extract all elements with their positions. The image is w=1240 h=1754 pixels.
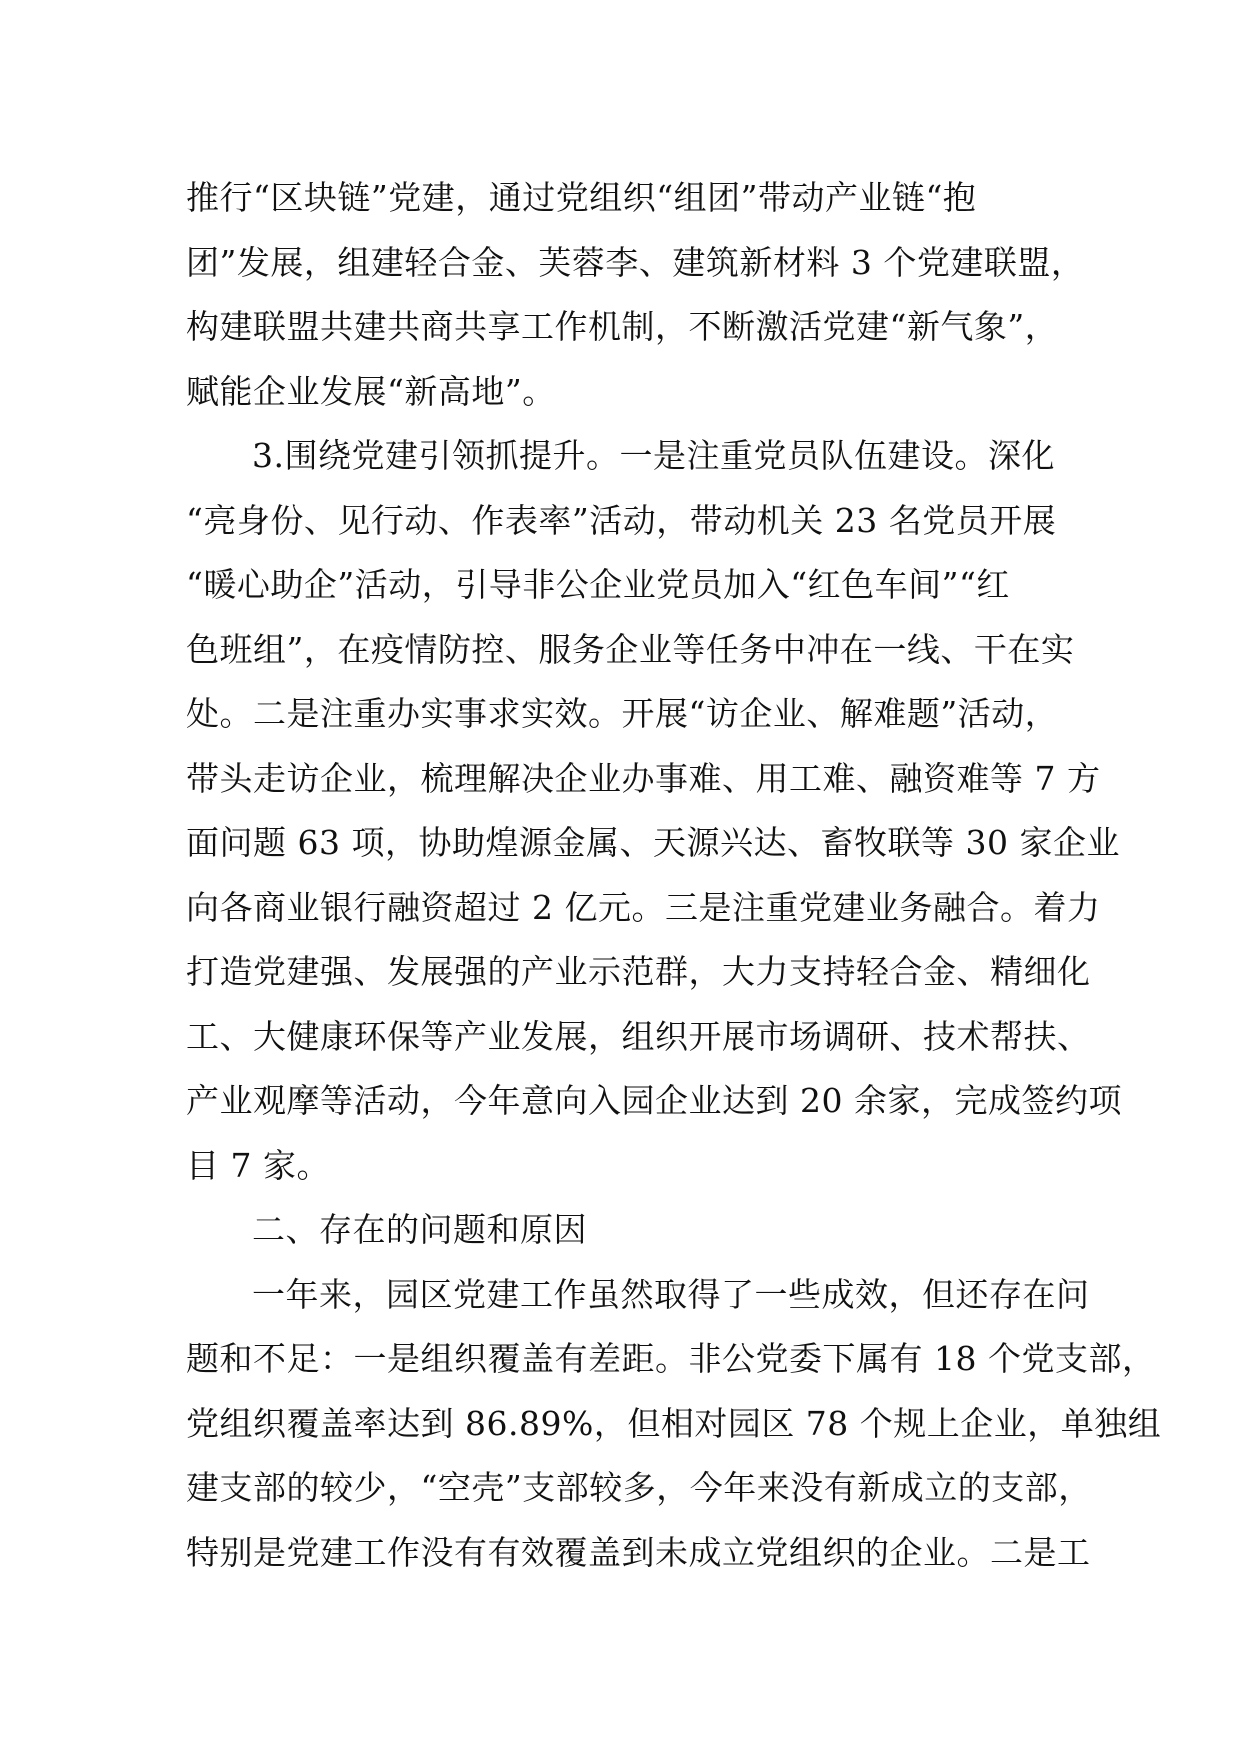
paragraph-start-line: 3.围绕党建引领抓提升。一是注重党员队伍建设。深化 xyxy=(252,436,1055,475)
text-line: 带头走访企业，梳理解决企业办事难、用工难、融资难等 7 方 xyxy=(186,758,1101,798)
section-heading: 二、存在的问题和原因 xyxy=(252,1210,587,1249)
text-line: “暖心助企”活动，引导非公企业党员加入“红色车间”“红 xyxy=(186,565,1010,604)
text-line: 建支部的较少，“空壳”支部较多，今年来没有新成立的支部， xyxy=(186,1468,1092,1507)
text-line: 党组织覆盖率达到 86.89%，但相对园区 78 个规上企业，单独组 xyxy=(186,1403,1162,1443)
text-line: 构建联盟共建共商共享工作机制，不断激活党建“新气象”， xyxy=(186,307,1059,346)
text-line: 处。二是注重办实事求实效。开展“访企业、解难题”活动， xyxy=(186,694,1059,733)
paragraph-start-line: 一年来，园区党建工作虽然取得了一些成效，但还存在问 xyxy=(252,1274,1090,1314)
text-line: 向各商业银行融资超过 2 亿元。三是注重党建业务融合。着力 xyxy=(186,887,1101,927)
text-line: 色班组”，在疫情防控、服务企业等任务中冲在一线、干在实 xyxy=(186,629,1075,669)
text-line: 赋能企业发展“新高地”。 xyxy=(186,371,556,411)
text-line: “亮身份、见行动、作表率”活动，带动机关 23 名党员开展 xyxy=(186,500,1057,540)
text-line: 打造党建强、发展强的产业示范群，大力支持轻合金、精细化 xyxy=(186,952,1091,991)
text-line: 团”发展，组建轻合金、芙蓉李、建筑新材料 3 个党建联盟， xyxy=(186,242,1085,282)
text-line: 面问题 63 项，协助煌源金属、天源兴达、畜牧联等 30 家企业 xyxy=(186,823,1120,862)
text-line: 推行“区块链”党建，通过党组织“组团”带动产业链“抱 xyxy=(186,178,977,217)
text-line: 题和不足：一是组织覆盖有差距。非公党委下属有 18 个党支部， xyxy=(186,1339,1156,1378)
text-line: 特别是党建工作没有有效覆盖到未成立党组织的企业。二是工 xyxy=(186,1532,1091,1572)
text-line: 工、大健康环保等产业发展，组织开展市场调研、技术帮扶、 xyxy=(186,1016,1091,1056)
text-line: 产业观摩等活动，今年意向入园企业达到 20 余家，完成签约项 xyxy=(186,1081,1122,1120)
body-text xyxy=(186,166,1162,1585)
text-line: 目 7 家。 xyxy=(186,1145,330,1185)
